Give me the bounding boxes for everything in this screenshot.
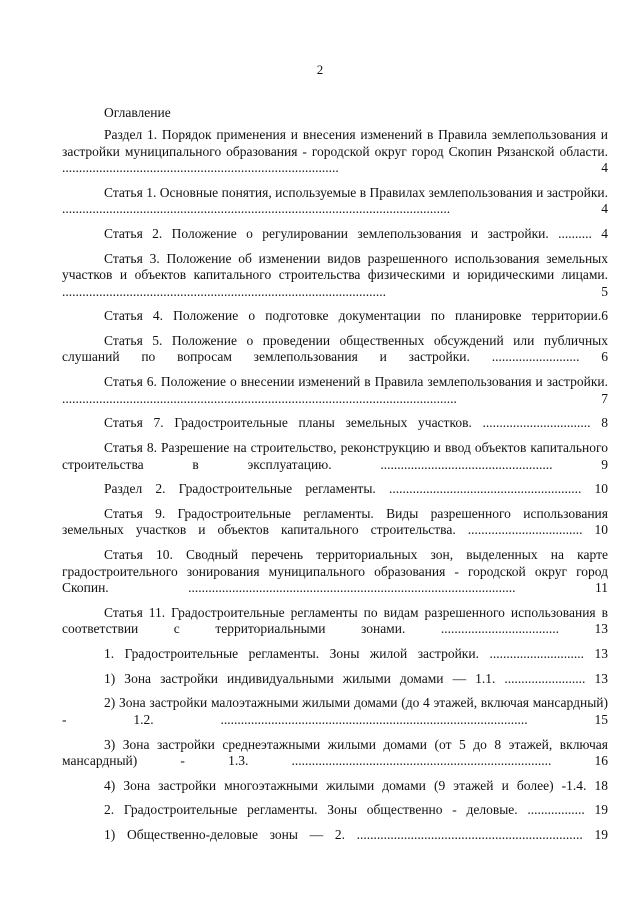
toc-entry-article-11[interactable]: Статья 11. Градостроительные регламенты по видам разрешенного использования в соответствии с территориальными зонами. ................................... 13 bbox=[62, 604, 608, 637]
toc-entry-article-9[interactable]: Статья 9. Градостроительные регламенты. Виды разрешенного использования земельных участков и объектов капитального строительства. .................................. 10 bbox=[62, 505, 608, 538]
toc-entry-zone-1-4[interactable]: 4) Зона застройки многоэтажными жилыми домами (9 этажей и более) -1.4. 18 bbox=[104, 777, 608, 793]
toc-entry-article-2[interactable]: Статья 2. Положение о регулировании землепользования и застройки. .......... 4 bbox=[104, 225, 608, 241]
toc-entry-zone-1-1[interactable]: 1) Зона застройки индивидуальными жилыми домами — 1.1. ........................ 13 bbox=[104, 670, 608, 686]
toc-entry-article-6[interactable]: Статья 6. Положение о внесении изменений в Правила землепользования и застройки. ..................................................................................................................... 7 bbox=[62, 374, 608, 406]
toc-entry-residential-regulations[interactable]: 1. Градостроительные регламенты. Зоны жилой застройки. ............................ 13 bbox=[104, 645, 608, 661]
toc-entry-article-8[interactable]: Статья 8. Разрешение на строительство, реконструкцию и ввод объектов капитального строительства в эксплуатацию. ................................................... 9 bbox=[62, 440, 608, 472]
toc-entry-article-7[interactable]: Статья 7. Градостроительные планы земельных участков. ................................ 8 bbox=[104, 415, 608, 431]
toc-list bbox=[62, 127, 608, 852]
toc-entry-zone-2[interactable]: 1) Общественно-деловые зоны — 2. ................................................................... 19 bbox=[104, 827, 608, 843]
toc-heading: Оглавление bbox=[104, 105, 171, 120]
toc-entry-section-2[interactable]: Раздел 2. Градостроительные регламенты. ......................................................... 10 bbox=[104, 481, 608, 497]
toc-entry-article-1[interactable]: Статья 1. Основные понятия, используемые в Правилах землепользования и застройки. ................................................................................................................... 4 bbox=[62, 184, 608, 217]
toc-entry-zone-1-2[interactable]: 2) Зона застройки малоэтажными жилыми домами (до 4 этажей, включая мансардный) - 1.2. ........................................................................................... 15 bbox=[62, 695, 608, 727]
toc-entry-zone-1-3[interactable]: 3) Зона застройки среднеэтажными жилыми домами (от 5 до 8 этажей, включая мансардный) - 1.3. ............................................................................. 16 bbox=[62, 736, 608, 768]
toc-entry-section-1[interactable]: Раздел 1. Порядок применения и внесения изменений в Правила землепользования и застройки муниципального образования - городской округ город Скопин Рязанской области. .................................................................................. 4 bbox=[62, 127, 608, 175]
page-number: 2 bbox=[316, 62, 324, 77]
toc-entry-article-3[interactable]: Статья 3. Положение об изменении видов разрешенного использования земельных участков и объектов капитального строительства физическими и юридическими лицами. ................................................................................................ 5 bbox=[62, 250, 608, 299]
toc-entry-article-5[interactable]: Статья 5. Положение о проведении общественных обсуждений или публичных слушаний по вопросам землепользования и застройки. .......................... 6 bbox=[62, 332, 608, 365]
toc-entry-business-regulations[interactable]: 2. Градостроительные регламенты. Зоны общественно - деловые. ................. 19 bbox=[104, 802, 608, 818]
toc-entry-article-4[interactable]: Статья 4. Положение о подготовке документации по планировке территории.6 bbox=[104, 308, 608, 324]
toc-entry-article-10[interactable]: Статья 10. Сводный перечень территориальных зон, выделенных на карте градостроительного зонирования муниципального образования - городской округ город Скопин. ................................................................................................. 11 bbox=[62, 547, 608, 596]
